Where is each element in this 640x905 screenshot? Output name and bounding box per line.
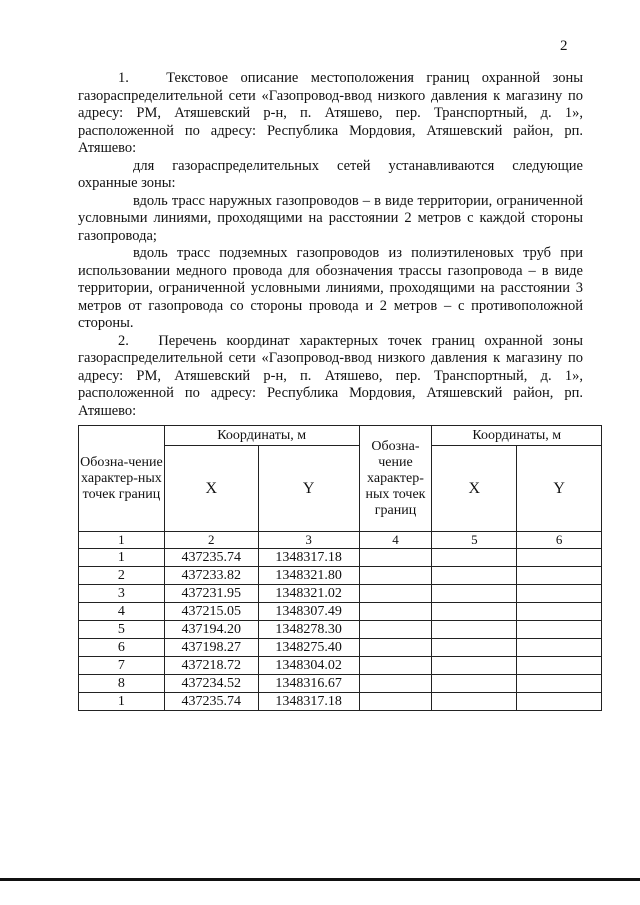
- empty-cell: [432, 567, 517, 585]
- x-header: X: [164, 446, 258, 532]
- column-number: 5: [432, 532, 517, 549]
- page-number: 2: [560, 38, 568, 54]
- column-number: 4: [359, 532, 432, 549]
- empty-cell: [359, 639, 432, 657]
- table-row: [79, 603, 602, 621]
- empty-cell: [432, 675, 517, 693]
- y-cell: 1348317.18: [258, 549, 359, 567]
- empty-cell: [432, 603, 517, 621]
- empty-cell: [359, 567, 432, 585]
- point-header-2: Обозна-чение характер-ных точек границ: [359, 426, 432, 532]
- y-header: Y: [258, 446, 359, 532]
- paragraph-5: 2. Перечень координат характерных точек границ охранной зоны газораспределительной сети «Газопровод-ввод низкого давления к магазину по адресу: РМ, Атяшевский р-н, п. Атяшево, пер. Транспортный, д. 1», расположенной по адресу: Республика Мордовия, Атяшевский район, рп. Атяшево:: [78, 332, 583, 419]
- point-cell: 1: [79, 693, 165, 711]
- point-cell: 5: [79, 621, 165, 639]
- paragraph-1: 1. Текстовое описание местоположения границ охранной зоны газораспределительной сети «Газопровод-ввод низкого давления к магазину по адресу: РМ, Атяшевский р-н, п. Атяшево, пер. Транспортный, д. 1», расположенной по адресу: Республика Мордовия, Атяшевский район, рп. Атяшево:: [78, 70, 583, 156]
- x-cell: 437194.20: [164, 621, 258, 639]
- column-number: 6: [517, 532, 602, 549]
- column-number: 2: [164, 532, 258, 549]
- x-cell: 437233.82: [164, 567, 258, 585]
- empty-cell: [517, 639, 602, 657]
- empty-cell: [432, 657, 517, 675]
- x-cell: 437235.74: [164, 549, 258, 567]
- y-cell: 1348304.02: [258, 657, 359, 675]
- y-cell: 1348321.02: [258, 585, 359, 603]
- empty-cell: [517, 603, 602, 621]
- empty-cell: [359, 621, 432, 639]
- y-cell: 1348321.80: [258, 567, 359, 585]
- table-row: [79, 657, 602, 675]
- column-number: 1: [79, 532, 165, 549]
- x-cell: 437215.05: [164, 603, 258, 621]
- point-header: Обозна-чение характер-ных точек границ: [79, 426, 165, 532]
- empty-cell: [517, 675, 602, 693]
- x-cell: 437198.27: [164, 639, 258, 657]
- y-cell: 1348316.67: [258, 675, 359, 693]
- paragraph-2: для газораспределительных сетей устанавливаются следующие охранные зоны:: [78, 157, 583, 191]
- empty-cell: [432, 585, 517, 603]
- paragraph-4: вдоль трасс подземных газопроводов из полиэтиленовых труб при использовании медного провода для обозначения трассы газопровода – в виде территории, ограниченной условными линиями, проходящими на расстоянии 3 метров от газопровода со стороны провода и 2 метров – с противоположной стороны.: [78, 245, 583, 331]
- x-cell: 437231.95: [164, 585, 258, 603]
- empty-cell: [432, 621, 517, 639]
- point-cell: 3: [79, 585, 165, 603]
- paragraph-3: вдоль трасс наружных газопроводов – в виде территории, ограниченной условными линиями, проходящими на расстоянии 2 метров с каждой стороны газопровода;: [78, 192, 583, 244]
- x-cell: 437235.74: [164, 693, 258, 711]
- empty-cell: [359, 675, 432, 693]
- empty-cell: [517, 657, 602, 675]
- empty-cell: [432, 639, 517, 657]
- empty-cell: [517, 621, 602, 639]
- x-cell: 437218.72: [164, 657, 258, 675]
- empty-cell: [517, 549, 602, 567]
- point-cell: 8: [79, 675, 165, 693]
- x-header-2: X: [432, 446, 517, 532]
- empty-cell: [432, 549, 517, 567]
- point-cell: 7: [79, 657, 165, 675]
- point-cell: 1: [79, 549, 165, 567]
- y-cell: 1348317.18: [258, 693, 359, 711]
- table-row: [79, 621, 602, 639]
- y-header-2: Y: [517, 446, 602, 532]
- y-cell: 1348278.30: [258, 621, 359, 639]
- table-row: [79, 675, 602, 693]
- table-row: [79, 549, 602, 567]
- y-cell: 1348275.40: [258, 639, 359, 657]
- table-row: [79, 693, 602, 711]
- point-cell: 2: [79, 567, 165, 585]
- empty-cell: [432, 693, 517, 711]
- document-body: [78, 70, 583, 420]
- point-cell: 6: [79, 639, 165, 657]
- empty-cell: [359, 657, 432, 675]
- y-cell: 1348307.49: [258, 603, 359, 621]
- table-row: [79, 585, 602, 603]
- point-cell: 4: [79, 603, 165, 621]
- column-number: 3: [258, 532, 359, 549]
- empty-cell: [359, 693, 432, 711]
- empty-cell: [359, 603, 432, 621]
- coordinates-table: [78, 425, 602, 711]
- empty-cell: [359, 549, 432, 567]
- bottom-rule: [0, 878, 640, 881]
- empty-cell: [517, 585, 602, 603]
- x-cell: 437234.52: [164, 675, 258, 693]
- table-row: [79, 639, 602, 657]
- empty-cell: [517, 693, 602, 711]
- coordinates-header-2: Координаты, м: [432, 426, 602, 446]
- coordinates-header: Координаты, м: [164, 426, 359, 446]
- empty-cell: [359, 585, 432, 603]
- empty-cell: [517, 567, 602, 585]
- table-row: [79, 567, 602, 585]
